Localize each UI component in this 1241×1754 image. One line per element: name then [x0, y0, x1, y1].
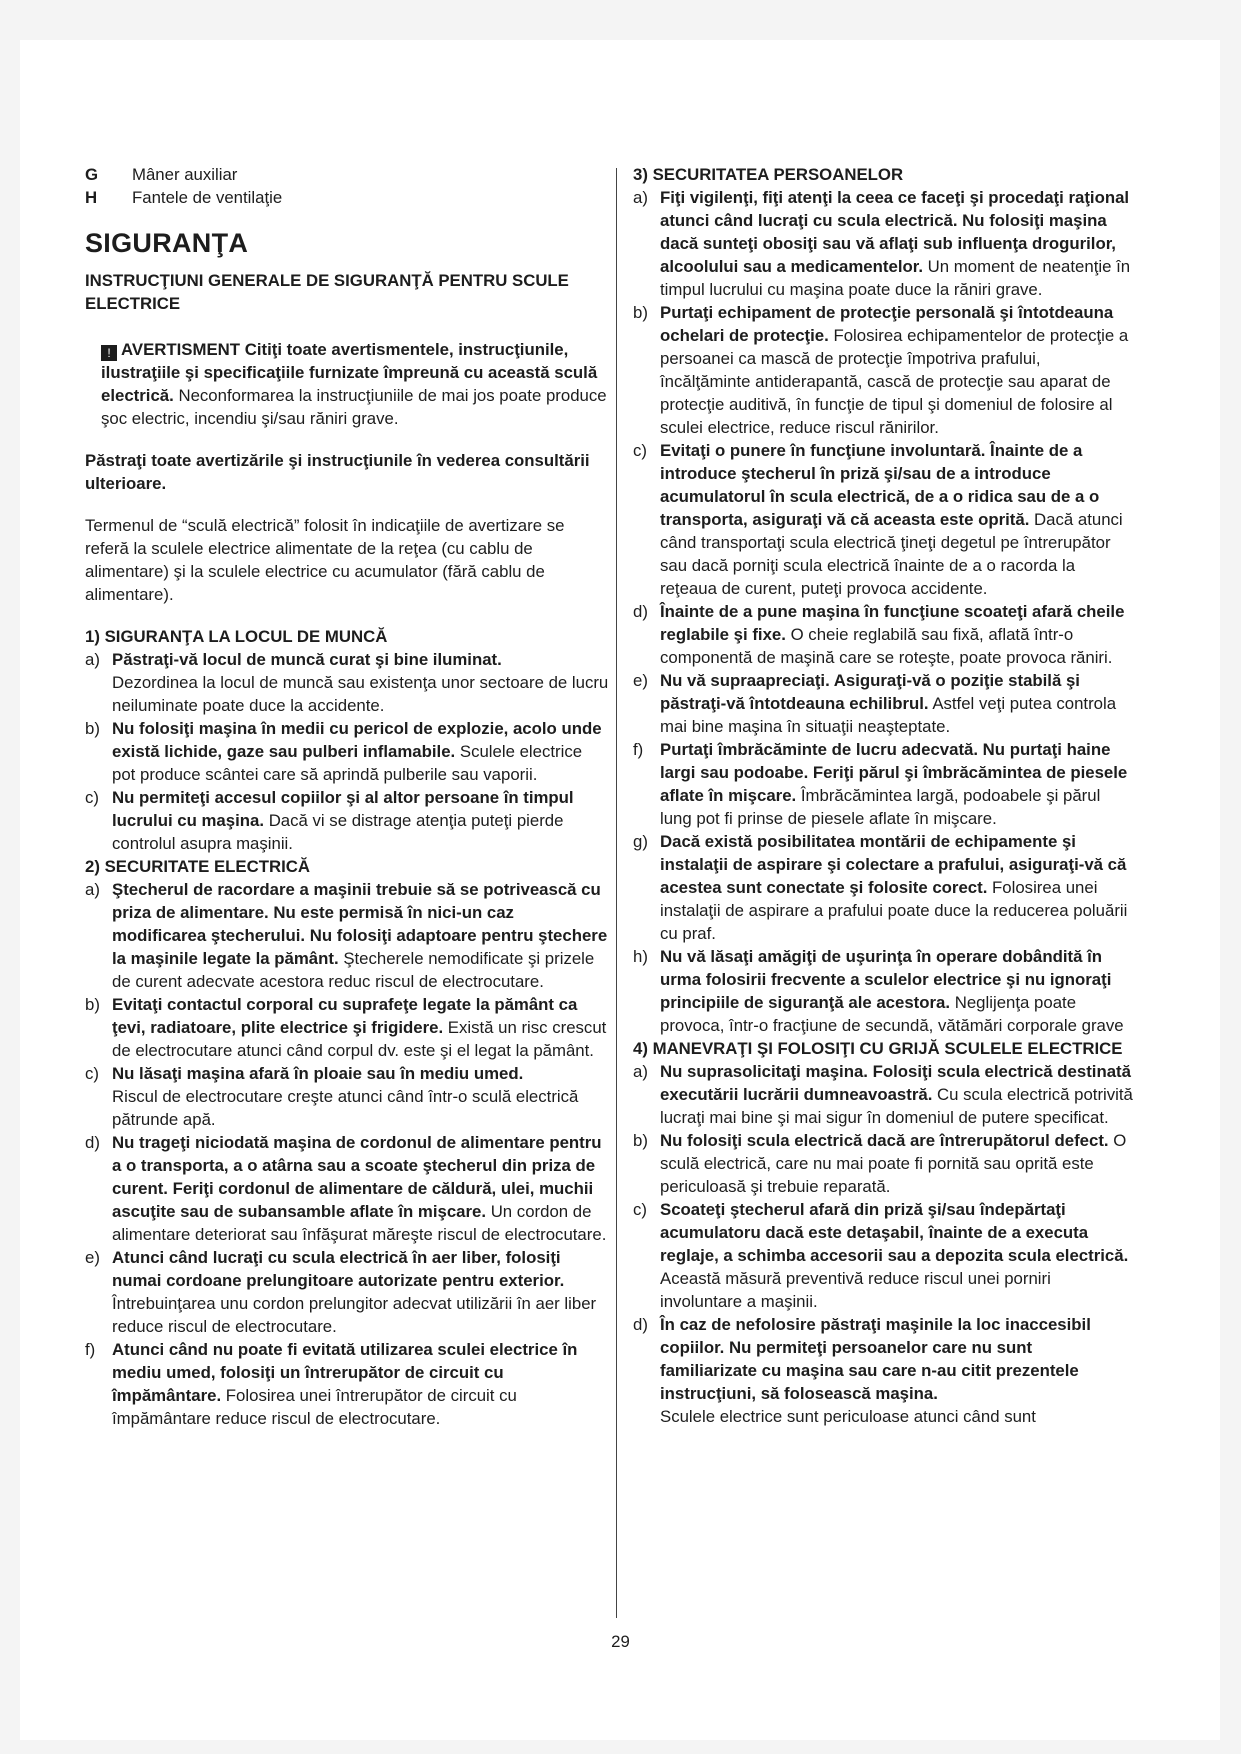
- item-text: Sculele electrice sunt periculoase atunci când sunt: [660, 1407, 1036, 1426]
- section-subtitle: INSTRUCŢIUNI GENERALE DE SIGURANŢĂ PENTRU SCULE ELECTRICE: [85, 271, 569, 313]
- item-body: [660, 1198, 1133, 1313]
- item-text: Ştecherele nemodificate şi prizele de curent adecvate acestora reduc riscul de electrocutare.: [112, 949, 595, 991]
- list-item: [85, 1062, 610, 1131]
- legend-key: H: [85, 188, 98, 207]
- item-text: Întrebuinţarea unu cordon prelungitor adecvat utilizării în aer liber reduce riscul de electrocutare.: [112, 1294, 597, 1336]
- legend-row: [85, 163, 610, 186]
- item-letter: a): [85, 650, 100, 669]
- item-bold: În caz de nefolosire păstraţi maşinile la loc inaccesibil copiilor. Nu permiteţi persoanelor care nu sunt familiarizate cu maşina sau care n-au citit prezentele instrucţiuni, să folosească maşina.: [660, 1315, 1091, 1403]
- item-bold: Nu suprasolicitaţi maşina. Folosiţi scula electrică destinată executării lucrării dumneavoastră.: [660, 1062, 1131, 1104]
- item-text: Un cordon de alimentare deteriorat sau înfăşurat măreşte riscul de electrocutare.: [112, 1202, 607, 1244]
- list-item: [85, 993, 610, 1062]
- item-text: Folosirea unei instalaţii de aspirare a prafului poate duce la reducerea poluării cu praf.: [660, 878, 1128, 943]
- item-bold: Nu folosiţi scula electrică dacă are întrerupătorul defect.: [660, 1131, 1109, 1150]
- list-item: [633, 600, 1133, 669]
- list-item: [633, 738, 1133, 830]
- item-bold: Nu vă lăsaţi amăgiţi de uşurinţa în operare dobândită în urma folosirii frecvente a sculelor electrice şi nu ignoraţi principiile de siguranţă ale acestora.: [660, 947, 1112, 1012]
- item-text: Folosirea unei întrerupător de circuit cu împământare reduce riscul de electrocutare.: [112, 1386, 517, 1428]
- item-bold: Atunci când nu poate fi evitată utilizarea sculei electrice în mediu umed, folosiţi un întrerupător de circuit cu împământare.: [112, 1340, 578, 1405]
- item-bold: Înainte de a pune maşina în funcţiune scoateţi afară cheile reglabile şi fixe.: [660, 602, 1125, 644]
- definition-paragraph: Termenul de “sculă electrică” folosit în indicaţiile de avertizare se referă la sculele electrice alimentate de la reţea (cu cablu de alimentare) şi la sculele electrice cu acumulator (fără cablu de alimentare).: [85, 516, 565, 604]
- item-letter: b): [85, 995, 100, 1014]
- item-body: [112, 1131, 610, 1246]
- section-title: 1) SIGURANŢA LA LOCUL DE MUNCĂ: [85, 627, 388, 646]
- item-letter: b): [633, 303, 648, 322]
- item-bold: Dacă există posibilitatea montării de echipamente şi instalaţii de aspirare şi colectare a prafului, asiguraţi-vă că acestea sunt conectate şi folosite corect.: [660, 832, 1127, 897]
- item-text: Există un risc crescut de electrocutare atunci când corpul dv. este şi el legat la pământ.: [112, 1018, 607, 1060]
- legend-label: Fantele de ventilaţie: [132, 188, 283, 207]
- list-item: [85, 717, 610, 786]
- item-text: Cu scula electrică potrivită lucraţi mai bine şi mai sigur în domeniul de putere specificat.: [660, 1085, 1133, 1127]
- list-item: [85, 648, 610, 717]
- item-bold: Ştecherul de racordare a maşinii trebuie să se potrivească cu priza de alimentare. Nu este permisă în nici-un caz modificarea ştecherului. Nu folosiţi adaptoare pentru ştechere la maşinile legate la pământ.: [112, 880, 608, 968]
- right-column: [633, 163, 1133, 1428]
- item-bold: Purtaţi echipament de protecţie personală şi întotdeauna ochelari de protecţie.: [660, 303, 1114, 345]
- warning-bold-text: Citiţi toate avertismentele, instrucţiunile, ilustraţiile şi specificaţiile furnizate împreună cu această sculă electrică.: [101, 340, 598, 405]
- list-item: [633, 186, 1133, 301]
- list-item: [633, 945, 1133, 1037]
- item-body: [660, 738, 1133, 830]
- list-item: [85, 878, 610, 993]
- item-body: [112, 648, 610, 717]
- warning-icon: !: [101, 345, 117, 361]
- legend-key: G: [85, 165, 99, 184]
- item-body: [660, 1060, 1133, 1129]
- item-bold: Purtaţi îmbrăcăminte de lucru adecvată. Nu purtaţi haine largi sau podoabe. Feriţi părul şi îmbrăcămintea de piesele aflate în mişcare.: [660, 740, 1128, 805]
- item-body: [660, 439, 1133, 600]
- item-bold: Atunci când lucraţi cu scula electrică în aer liber, folosiţi numai cordoane prelungitoare autorizate pentru exterior.: [112, 1248, 565, 1290]
- warning-paragraph: [85, 338, 610, 430]
- item-bold: Nu vă supraapreciaţi. Asiguraţi-vă o poziţie stabilă şi păstraţi-vă întotdeauna echilibrul.: [660, 671, 1080, 713]
- item-letter: c): [85, 1064, 99, 1083]
- item-body: [660, 1313, 1133, 1428]
- column-divider: [616, 168, 617, 1618]
- item-text: Astfel veţi putea controla mai bine maşina în situaţii neaşteptate.: [660, 694, 1117, 736]
- item-bold: Nu folosiţi maşina în medii cu pericol de explozie, acolo unde există lichide, gaze sau pulberi inflamabile.: [112, 719, 602, 761]
- item-body: [660, 669, 1133, 738]
- list-item: [633, 830, 1133, 945]
- item-bold: Nu permiteţi accesul copiilor şi al altor persoane în timpul lucrului cu maşina.: [112, 788, 574, 830]
- item-text: Dacă vi se distrage atenţia puteţi pierde controlul asupra maşinii.: [112, 811, 564, 853]
- warning-text: Neconformarea la instrucţiuniile de mai jos poate produce şoc electric, incendiu şi/sau răniri grave.: [101, 386, 607, 428]
- item-letter: d): [633, 1315, 648, 1334]
- list-item: [633, 1060, 1133, 1129]
- keep-instructions-text: Păstraţi toate avertizările şi instrucţiunile în vederea consultării ulterioare.: [85, 451, 590, 493]
- item-letter: b): [633, 1131, 648, 1150]
- item-body: [112, 786, 610, 855]
- item-body: [660, 830, 1133, 945]
- list-item: [633, 1198, 1133, 1313]
- item-bold: Nu trageţi niciodată maşina de cordonul de alimentare pentru a o transporta, a o atârna sau a scoate ştecherul din priza de curent. Feriţi cordonul de alimentare de căldură, ulei, muchii ascuţite sau de subansamble aflate în mişcare.: [112, 1133, 602, 1221]
- item-body: [112, 1338, 610, 1430]
- item-bold: Scoateţi ştecherul afară din priză şi/sau îndepărtaţi acumulatoru dacă este detaşabil, înainte de a executa reglaje, a schimba accesorii sau a depozita scula electrică.: [660, 1200, 1129, 1265]
- list-item: [633, 1313, 1133, 1428]
- list-item: [633, 1129, 1133, 1198]
- item-text: Dezordinea la locul de muncă sau existenţa unor sectoare de lucru neiluminate poate duce la accidente.: [112, 673, 609, 715]
- section-title: 4) MANEVRAŢI ŞI FOLOSIŢI CU GRIJĂ SCULELE ELECTRICE: [633, 1039, 1123, 1058]
- section-title: 2) SECURITATE ELECTRICĂ: [85, 857, 310, 876]
- item-letter: b): [85, 719, 100, 738]
- legend-label: Mâner auxiliar: [132, 165, 238, 184]
- list-item: [85, 1246, 610, 1338]
- item-body: [112, 1246, 610, 1338]
- item-letter: a): [85, 880, 100, 899]
- item-bold: Evitaţi o punere în funcţiune involuntară. Înainte de a introduce ştecherul în priză şi/sau de a introduce acumulatorul în scula electrică, de a o ridica sau de a o transporta, asiguraţi vă că aceasta este oprită.: [660, 441, 1100, 529]
- list-item: [85, 1338, 610, 1430]
- item-text: Sculele electrice pot produce scântei care să aprindă pulberile sau vaporii.: [112, 742, 583, 784]
- item-letter: f): [85, 1340, 96, 1359]
- item-text: Neglijenţa poate provoca, într-o fracţiune de secundă, vătămări corporale grave: [660, 993, 1124, 1035]
- item-body: [112, 993, 610, 1062]
- item-text: Un moment de neatenţie în timpul lucrului cu maşina poate duce la răniri grave.: [660, 257, 1131, 299]
- item-letter: d): [85, 1133, 100, 1152]
- item-letter: e): [85, 1248, 100, 1267]
- item-body: [660, 945, 1133, 1037]
- list-item: [85, 786, 610, 855]
- page-number: 29: [611, 1632, 630, 1651]
- item-text: O cheie reglabilă sau fixă, aflată într-o componentă de maşină care se roteşte, poate provoca răniri.: [660, 625, 1113, 667]
- warning-label: AVERTISMENT: [121, 340, 241, 359]
- item-letter: f): [633, 740, 644, 759]
- item-body: [112, 1062, 610, 1131]
- list-item: [633, 439, 1133, 600]
- item-body: [112, 717, 610, 786]
- left-column: [85, 163, 610, 1430]
- page-title: SIGURANŢA: [85, 228, 249, 258]
- item-letter: d): [633, 602, 648, 621]
- item-body: [660, 1129, 1133, 1198]
- item-text: O sculă electrică, care nu mai poate fi pornită sau oprită este periculoasă şi trebuie reparată.: [660, 1131, 1127, 1196]
- keep-instructions: [85, 449, 610, 495]
- item-bold: Fiţi vigilenţi, fiţi atenţi la ceea ce faceţi şi procedaţi raţional atunci când lucraţi cu scula electrică. Nu folosiţi maşina dacă sunteţi obosiţi sau vă aflaţi sub influenţa drogurilor, alcoolului sau a medicamentelor.: [660, 188, 1130, 276]
- list-item: [633, 669, 1133, 738]
- section-title-row: [633, 1037, 1133, 1060]
- item-body: [660, 600, 1133, 669]
- legend-row: [85, 186, 610, 209]
- item-letter: c): [633, 441, 647, 460]
- item-letter: h): [633, 947, 648, 966]
- item-text: Folosirea echipamentelor de protecţie a persoanei ca mască de protecţie împotriva prafului, încălţăminte antiderapantă, cască de protecţie sau aparat de protecţie auditivă, în funcţie de tipul şi domeniul de folosire al sculei electrice, reduce riscul rănirilor.: [660, 326, 1129, 437]
- item-text: Dacă atunci când transportaţi scula electrică ţineţi degetul pe întrerupător sau dacă porniţi scula electrică înainte de a o racorda la reţeaua de curent, puteţi provoca accidente.: [660, 510, 1123, 598]
- item-bold: Păstraţi-vă locul de muncă curat şi bine iluminat.: [112, 650, 502, 669]
- item-body: [660, 301, 1133, 439]
- item-bold: Nu lăsaţi maşina afară în ploaie sau în mediu umed.: [112, 1064, 524, 1083]
- item-letter: c): [633, 1200, 647, 1219]
- item-bold: Evitaţi contactul corporal cu suprafeţe legate la pământ ca ţevi, radiatoare, plite electrice şi frigidere.: [112, 995, 578, 1037]
- section-title: 3) SECURITATEA PERSOANELOR: [633, 165, 904, 184]
- item-letter: e): [633, 671, 648, 690]
- item-text: Riscul de electrocutare creşte atunci când într-o sculă electrică pătrunde apă.: [112, 1087, 579, 1129]
- item-letter: c): [85, 788, 99, 807]
- item-letter: g): [633, 832, 648, 851]
- item-letter: a): [633, 1062, 648, 1081]
- item-text: Această măsură preventivă reduce riscul unei porniri involuntare a maşinii.: [660, 1269, 1051, 1311]
- item-body: [112, 878, 610, 993]
- item-letter: a): [633, 188, 648, 207]
- item-body: [660, 186, 1133, 301]
- list-item: [85, 1131, 610, 1246]
- list-item: [633, 301, 1133, 439]
- item-text: Îmbrăcămintea largă, podoabele şi părul lung pot fi prinse de piesele aflate în mişcare.: [660, 786, 1101, 828]
